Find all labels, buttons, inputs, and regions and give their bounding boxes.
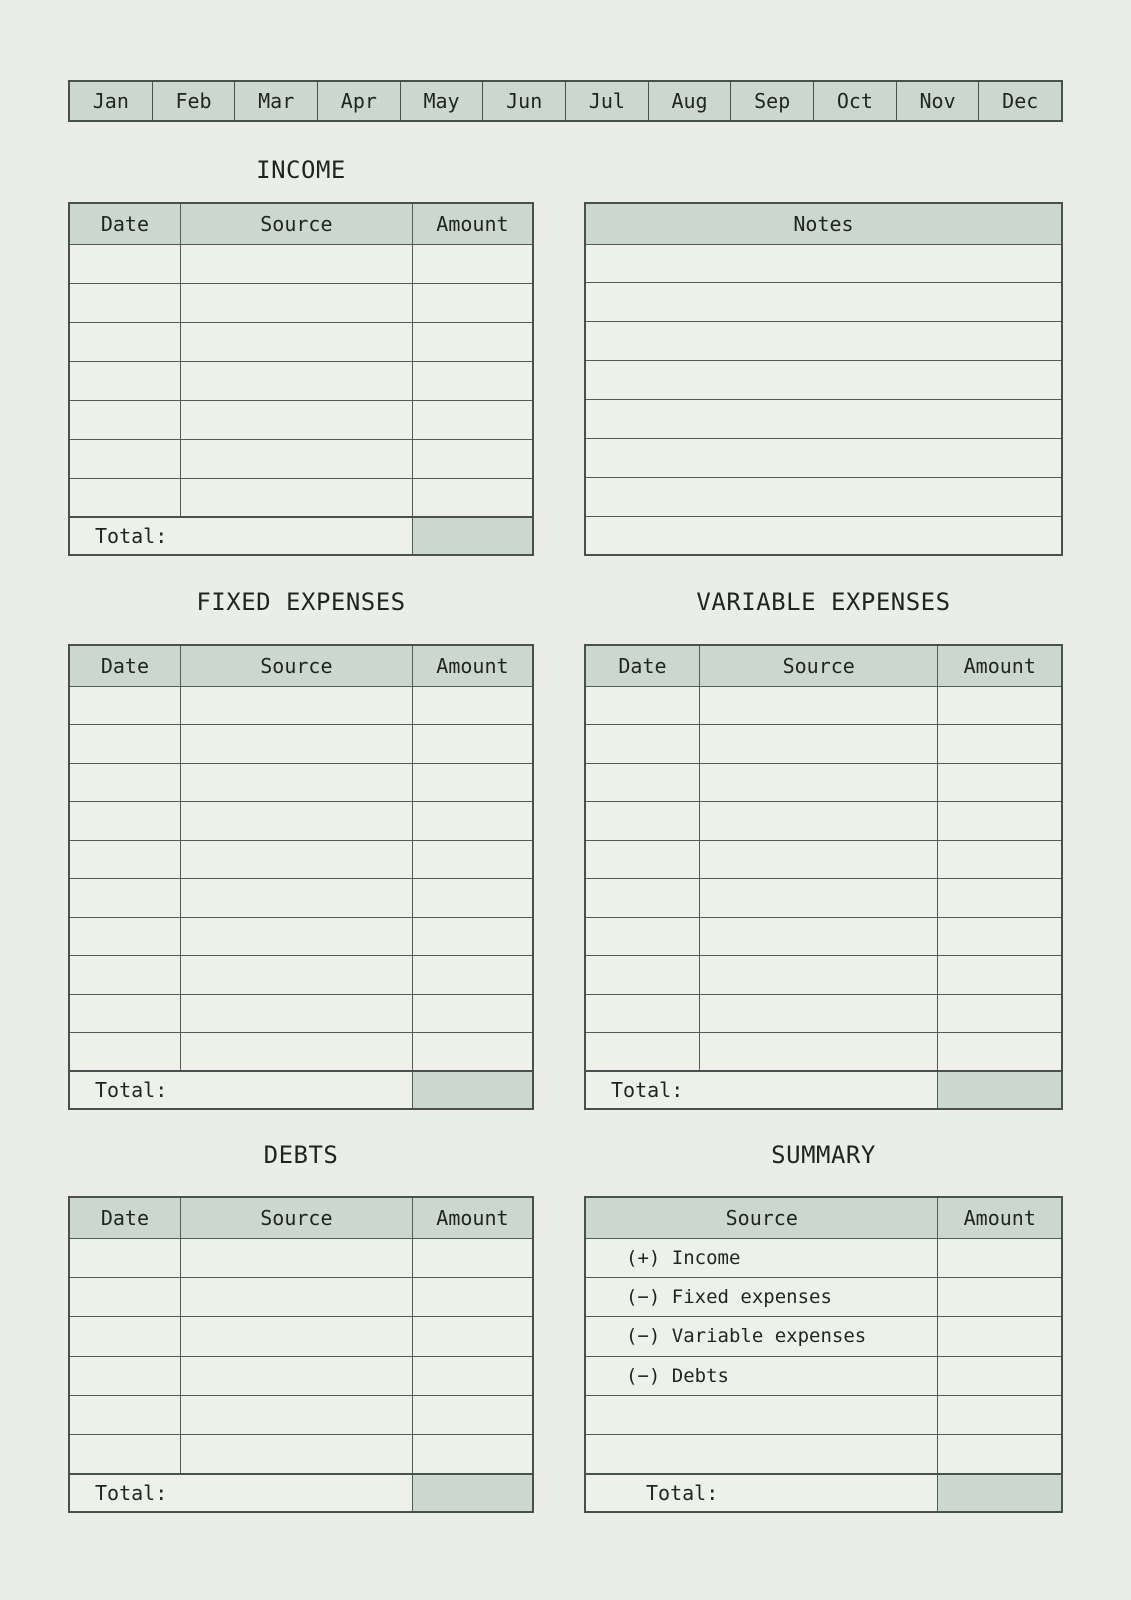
empty-cell[interactable]	[585, 361, 1062, 400]
summary-header-amount: Amount	[938, 1197, 1062, 1238]
summary-label-empty[interactable]	[585, 1435, 938, 1474]
empty-cell[interactable]	[69, 1277, 180, 1316]
empty-cell[interactable]	[938, 956, 1062, 995]
month-tab-nov[interactable]: Nov	[896, 82, 979, 120]
table-row	[585, 361, 1062, 400]
empty-cell[interactable]	[180, 686, 412, 725]
empty-cell[interactable]	[412, 686, 533, 725]
month-tab-sep[interactable]: Sep	[730, 82, 813, 120]
empty-cell[interactable]	[180, 361, 412, 400]
empty-cell[interactable]	[180, 283, 412, 322]
table-row	[69, 439, 533, 478]
variable-expenses-header-row	[585, 645, 1062, 686]
month-tab-may[interactable]: May	[400, 82, 483, 120]
empty-cell[interactable]	[412, 283, 533, 322]
empty-cell[interactable]	[699, 994, 938, 1033]
empty-cell[interactable]	[412, 1356, 533, 1395]
empty-cell[interactable]	[412, 725, 533, 764]
empty-cell[interactable]	[412, 400, 533, 439]
table-row	[585, 725, 1062, 764]
empty-cell[interactable]	[412, 439, 533, 478]
empty-cell[interactable]	[938, 840, 1062, 879]
income-total-amount-cell[interactable]	[412, 517, 533, 555]
debts-total-amount-cell[interactable]	[412, 1474, 533, 1512]
table-row	[69, 1238, 533, 1277]
month-tab-jan[interactable]: Jan	[92, 89, 129, 113]
empty-cell[interactable]	[585, 802, 699, 841]
empty-cell[interactable]	[585, 244, 1062, 283]
empty-cell[interactable]	[180, 439, 412, 478]
summary-amount-empty[interactable]	[938, 1395, 1062, 1434]
empty-cell[interactable]	[412, 1317, 533, 1356]
variable-header-amount: Amount	[938, 645, 1062, 686]
empty-cell[interactable]	[69, 725, 180, 764]
table-row	[69, 283, 533, 322]
empty-cell[interactable]	[180, 1356, 412, 1395]
empty-cell[interactable]	[585, 840, 699, 879]
month-tab-mar[interactable]: Mar	[234, 82, 317, 120]
empty-cell[interactable]	[412, 478, 533, 517]
empty-cell[interactable]	[180, 956, 412, 995]
empty-cell[interactable]	[412, 763, 533, 802]
empty-cell[interactable]	[938, 802, 1062, 841]
month-tab-feb[interactable]: Feb	[152, 82, 235, 120]
month-tab-jul[interactable]: Jul	[565, 82, 648, 120]
table-row	[585, 438, 1062, 477]
empty-cell[interactable]	[412, 1033, 533, 1072]
table-row	[585, 879, 1062, 918]
empty-cell[interactable]	[699, 802, 938, 841]
empty-cell[interactable]	[699, 917, 938, 956]
fixed-expenses-table	[68, 644, 534, 1110]
empty-cell[interactable]	[69, 283, 180, 322]
month-tab-jun[interactable]: Jun	[482, 82, 565, 120]
summary-amount-empty[interactable]	[938, 1435, 1062, 1474]
empty-cell[interactable]	[180, 879, 412, 918]
month-tab-bar	[68, 80, 1063, 122]
empty-cell[interactable]	[69, 879, 180, 918]
empty-cell[interactable]	[69, 244, 180, 283]
summary-total-label: Total:	[585, 1474, 938, 1512]
debts-header-amount: Amount	[412, 1197, 533, 1238]
empty-cell[interactable]	[699, 725, 938, 764]
summary-title: SUMMARY	[771, 1141, 876, 1170]
variable-total-amount-cell[interactable]	[938, 1071, 1062, 1109]
summary-row-variable	[585, 1317, 1062, 1356]
empty-cell[interactable]	[699, 1033, 938, 1072]
month-tab-aug[interactable]: Aug	[648, 82, 731, 120]
table-row	[585, 516, 1062, 555]
empty-cell[interactable]	[412, 1435, 533, 1474]
summary-amount-income[interactable]	[938, 1238, 1062, 1277]
debts-title: DEBTS	[263, 1141, 339, 1170]
table-row	[69, 1033, 533, 1072]
fixed-total-amount-cell[interactable]	[412, 1071, 533, 1109]
income-total-label: Total:	[69, 517, 412, 555]
table-row	[69, 322, 533, 361]
table-row	[69, 686, 533, 725]
empty-cell[interactable]	[180, 478, 412, 517]
empty-cell[interactable]	[699, 879, 938, 918]
table-row	[69, 1356, 533, 1395]
fixed-header-source: Source	[180, 645, 412, 686]
table-row	[585, 283, 1062, 322]
empty-cell[interactable]	[412, 994, 533, 1033]
summary-total-row	[585, 1474, 1062, 1512]
empty-cell[interactable]	[585, 477, 1062, 516]
table-row	[585, 840, 1062, 879]
empty-cell[interactable]	[180, 1317, 412, 1356]
empty-cell[interactable]	[180, 1395, 412, 1434]
variable-expenses-title: VARIABLE EXPENSES	[696, 588, 951, 617]
empty-cell[interactable]	[69, 802, 180, 841]
empty-cell[interactable]	[69, 1395, 180, 1434]
table-row	[69, 725, 533, 764]
variable-expenses-table	[584, 644, 1063, 1110]
table-row	[585, 686, 1062, 725]
empty-cell[interactable]	[69, 917, 180, 956]
empty-cell[interactable]	[585, 516, 1062, 555]
table-row	[585, 917, 1062, 956]
table-row	[69, 802, 533, 841]
fixed-expenses-header-row	[69, 645, 533, 686]
fixed-header-date: Date	[69, 645, 180, 686]
empty-cell[interactable]	[180, 917, 412, 956]
table-row	[69, 879, 533, 918]
empty-cell[interactable]	[69, 1435, 180, 1474]
table-row	[69, 244, 533, 283]
expenses-title-row	[68, 587, 1063, 617]
table-row	[69, 361, 533, 400]
expenses-tables-row	[68, 644, 1063, 1110]
variable-expenses-total-row	[585, 1071, 1062, 1109]
summary-header-row	[585, 1197, 1062, 1238]
table-row	[585, 763, 1062, 802]
empty-cell[interactable]	[938, 725, 1062, 764]
variable-header-source: Source	[699, 645, 938, 686]
empty-cell[interactable]	[938, 686, 1062, 725]
empty-cell[interactable]	[938, 763, 1062, 802]
empty-cell[interactable]	[180, 994, 412, 1033]
empty-cell[interactable]	[412, 840, 533, 879]
empty-cell[interactable]	[180, 322, 412, 361]
variable-total-label: Total:	[585, 1071, 938, 1109]
income-tables-row	[68, 202, 1063, 556]
table-row	[585, 322, 1062, 361]
empty-cell[interactable]	[69, 361, 180, 400]
table-row	[585, 244, 1062, 283]
month-tab-dec[interactable]: Dec	[978, 82, 1061, 120]
planner-content	[68, 80, 1063, 1513]
summary-label-fixed: (−) Fixed expenses	[585, 1277, 938, 1316]
empty-cell[interactable]	[585, 283, 1062, 322]
summary-amount-debts[interactable]	[938, 1356, 1062, 1395]
table-row	[585, 477, 1062, 516]
table-row	[69, 400, 533, 439]
empty-cell[interactable]	[412, 361, 533, 400]
empty-cell[interactable]	[69, 1033, 180, 1072]
empty-cell[interactable]	[585, 917, 699, 956]
empty-cell[interactable]	[180, 763, 412, 802]
empty-cell[interactable]	[699, 686, 938, 725]
empty-cell[interactable]	[180, 244, 412, 283]
debts-table	[68, 1196, 534, 1513]
empty-cell[interactable]	[69, 763, 180, 802]
summary-amount-variable[interactable]	[938, 1317, 1062, 1356]
table-row	[69, 1435, 533, 1474]
empty-cell[interactable]	[69, 400, 180, 439]
empty-cell[interactable]	[699, 956, 938, 995]
empty-cell[interactable]	[69, 1238, 180, 1277]
table-row	[585, 1033, 1062, 1072]
empty-cell[interactable]	[585, 322, 1062, 361]
summary-total-amount-cell[interactable]	[938, 1474, 1062, 1512]
income-header-amount: Amount	[412, 203, 533, 244]
empty-cell[interactable]	[412, 802, 533, 841]
income-header-row	[69, 203, 533, 244]
notes-header: Notes	[585, 203, 1062, 244]
debts-header-date: Date	[69, 1197, 180, 1238]
table-row	[69, 478, 533, 517]
empty-cell[interactable]	[938, 1033, 1062, 1072]
empty-cell[interactable]	[69, 994, 180, 1033]
income-header-date: Date	[69, 203, 180, 244]
debts-header-row	[69, 1197, 533, 1238]
empty-cell[interactable]	[180, 1033, 412, 1072]
empty-cell[interactable]	[412, 1238, 533, 1277]
debts-total-row	[69, 1474, 533, 1512]
summary-row-empty	[585, 1435, 1062, 1474]
summary-label-variable: (−) Variable expenses	[585, 1317, 938, 1356]
empty-cell[interactable]	[585, 1033, 699, 1072]
table-row	[69, 840, 533, 879]
empty-cell[interactable]	[585, 725, 699, 764]
income-title: INCOME	[256, 156, 346, 184]
summary-row-empty	[585, 1395, 1062, 1434]
table-row	[69, 1277, 533, 1316]
empty-cell[interactable]	[69, 840, 180, 879]
fixed-expenses-total-row	[69, 1071, 533, 1109]
empty-cell[interactable]	[412, 244, 533, 283]
empty-cell[interactable]	[180, 1435, 412, 1474]
empty-cell[interactable]	[938, 994, 1062, 1033]
empty-cell[interactable]	[699, 763, 938, 802]
notes-table	[584, 202, 1063, 556]
debts-total-label: Total:	[69, 1474, 412, 1512]
income-header-source: Source	[180, 203, 412, 244]
debts-summary-tables-row	[68, 1196, 1063, 1513]
summary-label-income: (+) Income	[585, 1238, 938, 1277]
table-row	[585, 956, 1062, 995]
empty-cell[interactable]	[180, 802, 412, 841]
empty-cell[interactable]	[69, 322, 180, 361]
empty-cell[interactable]	[69, 956, 180, 995]
table-row	[69, 1395, 533, 1434]
empty-cell[interactable]	[69, 1317, 180, 1356]
empty-cell[interactable]	[585, 879, 699, 918]
table-row	[585, 400, 1062, 439]
empty-cell[interactable]	[412, 879, 533, 918]
income-total-row	[69, 517, 533, 555]
debts-header-source: Source	[180, 1197, 412, 1238]
empty-cell[interactable]	[180, 725, 412, 764]
table-row	[69, 994, 533, 1033]
fixed-header-amount: Amount	[412, 645, 533, 686]
empty-cell[interactable]	[180, 1238, 412, 1277]
empty-cell[interactable]	[585, 763, 699, 802]
summary-amount-fixed[interactable]	[938, 1277, 1062, 1316]
fixed-expenses-title: FIXED EXPENSES	[196, 588, 406, 617]
empty-cell[interactable]	[180, 1277, 412, 1316]
table-row	[69, 1317, 533, 1356]
empty-cell[interactable]	[180, 400, 412, 439]
summary-label-debts: (−) Debts	[585, 1356, 938, 1395]
empty-cell[interactable]	[585, 438, 1062, 477]
empty-cell[interactable]	[69, 686, 180, 725]
notes-header-row	[585, 203, 1062, 244]
empty-cell[interactable]	[69, 439, 180, 478]
empty-cell[interactable]	[585, 686, 699, 725]
empty-cell[interactable]	[938, 917, 1062, 956]
empty-cell[interactable]	[585, 400, 1062, 439]
table-row	[585, 994, 1062, 1033]
empty-cell[interactable]	[412, 322, 533, 361]
empty-cell[interactable]	[585, 956, 699, 995]
empty-cell[interactable]	[412, 1395, 533, 1434]
table-row	[69, 917, 533, 956]
table-row	[585, 802, 1062, 841]
empty-cell[interactable]	[69, 1356, 180, 1395]
summary-row-income	[585, 1238, 1062, 1277]
empty-cell[interactable]	[412, 1277, 533, 1316]
summary-row-debts	[585, 1356, 1062, 1395]
empty-cell[interactable]	[938, 879, 1062, 918]
table-row	[69, 763, 533, 802]
income-title-row	[68, 155, 1063, 185]
debts-summary-title-row	[68, 1140, 1063, 1170]
month-tab-oct[interactable]: Oct	[813, 82, 896, 120]
summary-header-source: Source	[585, 1197, 938, 1238]
empty-cell[interactable]	[412, 917, 533, 956]
empty-cell[interactable]	[585, 994, 699, 1033]
summary-table	[584, 1196, 1063, 1513]
income-table	[68, 202, 534, 556]
empty-cell[interactable]	[412, 956, 533, 995]
month-tab-apr[interactable]: Apr	[317, 82, 400, 120]
empty-cell[interactable]	[699, 840, 938, 879]
summary-label-empty[interactable]	[585, 1395, 938, 1434]
table-row	[69, 956, 533, 995]
fixed-total-label: Total:	[69, 1071, 412, 1109]
empty-cell[interactable]	[69, 478, 180, 517]
empty-cell[interactable]	[180, 840, 412, 879]
summary-row-fixed	[585, 1277, 1062, 1316]
variable-header-date: Date	[585, 645, 699, 686]
